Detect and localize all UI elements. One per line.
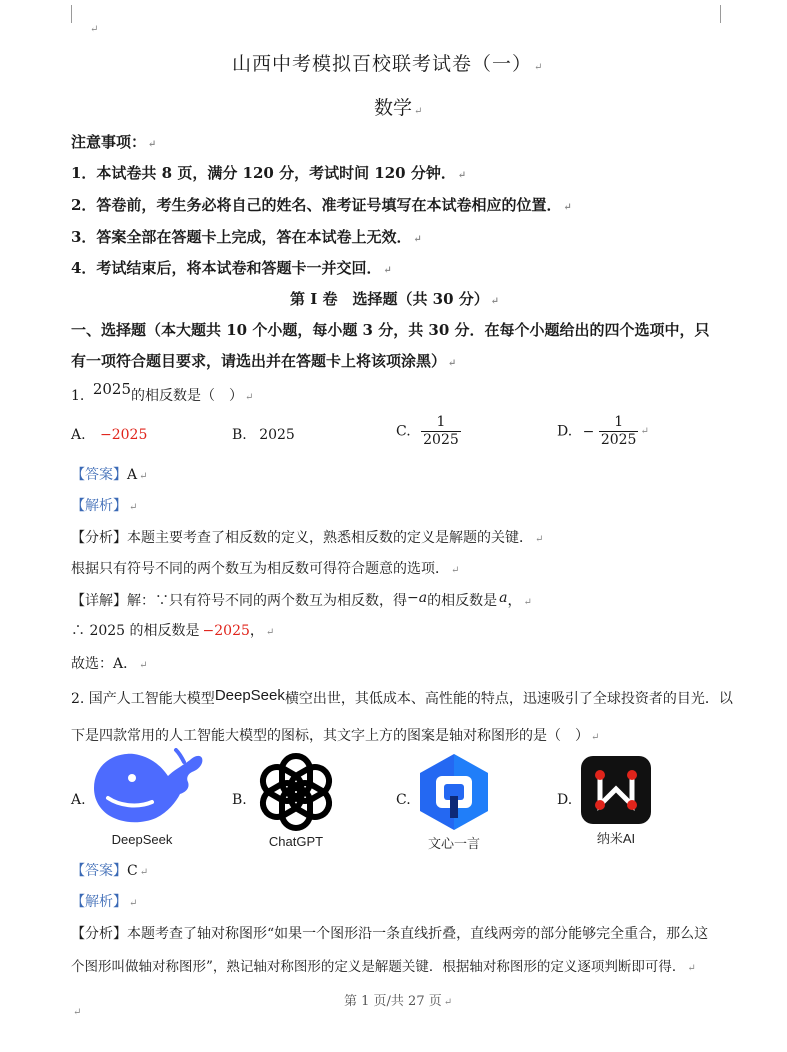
q2-stem-line1: 2. 国产人工智能大模型DeepSeek横空出世，其低成本、高性能的特点，迅速吸引了全球投资者的目光．以 bbox=[71, 687, 733, 707]
q2-fenxi-line2: 个图形叫做轴对称图形”，熟记轴对称图形的定义是解题关键．根据轴对称图形的定义逐项判断即可得． ↵ bbox=[71, 959, 696, 975]
fraction: $\frac{1}{2025}$ bbox=[600, 414, 637, 448]
section-title: 第 Ⅰ 卷 选择题（共 30 分） ↵ bbox=[290, 290, 500, 308]
notice-item: 1．本试卷共 8 页，满分 120 分，考试时间 120 分钟． ↵ bbox=[71, 164, 467, 182]
paragraph-mark: ↵ bbox=[90, 24, 99, 35]
q2-option-c-label: C. bbox=[396, 792, 411, 808]
part1-instructions-line1: 一、选择题（本大题共 10 个小题，每小题 3 分，共 30 分．在每个小题给出的四个选项中，只 bbox=[71, 321, 710, 339]
openai-knot-icon bbox=[254, 750, 338, 834]
q1-analysis-tag: 【解析】 ↵ bbox=[71, 498, 138, 514]
exam-title: 山西中考模拟百校联考试卷（一） ↵ bbox=[232, 53, 544, 75]
q1-option-c: C. $\frac{1}{2025}$ bbox=[396, 414, 459, 448]
q2-analysis-tag: 【解析】 ↵ bbox=[71, 894, 138, 910]
q2-option-b-label: B. bbox=[232, 792, 247, 808]
q1-stem: 1. 2025的相反数是（ ） ↵ bbox=[71, 380, 254, 404]
paragraph-mark: ↵ bbox=[73, 1007, 82, 1018]
wenxin-icon bbox=[416, 752, 492, 832]
q1-option-d: D. − $\frac{1}{2025}$ ↵ bbox=[557, 414, 649, 448]
notice-heading: 注意事项： ↵ bbox=[71, 133, 157, 151]
nami-icon bbox=[580, 755, 652, 825]
page-footer: 第 1 页/共 27 页 ↵ bbox=[344, 994, 453, 1009]
q2-option-d-label: D. bbox=[557, 792, 573, 808]
q2-option-d-caption: 纳米AI bbox=[596, 831, 636, 846]
whale-icon bbox=[90, 748, 206, 826]
q1-option-a: A. −2025 bbox=[71, 427, 148, 443]
crop-mark-right bbox=[720, 5, 721, 23]
crop-mark-left bbox=[71, 5, 72, 23]
q2-option-a-caption: DeepSeek bbox=[111, 832, 173, 847]
notice-item: 2．答卷前，考生务必将自己的姓名、准考证号填写在本试卷相应的位置． ↵ bbox=[71, 196, 572, 214]
q2-option-b-caption: ChatGPT bbox=[268, 834, 324, 849]
q1-xiangjie: 【详解】解：∵只有符号不同的两个数互为相反数，得−a的相反数是 a， ↵ bbox=[71, 590, 532, 609]
notice-item: 3．答案全部在答题卡上完成，答在本试卷上无效． ↵ bbox=[71, 228, 422, 246]
q1-basis: 根据只有符号不同的两个数互为相反数可得符合题意的选项． ↵ bbox=[71, 561, 460, 577]
q1-answer: 【答案】A ↵ bbox=[71, 467, 148, 483]
q2-stem-line2: 下是四款常用的人工智能大模型的图标，其文字上方的图案是轴对称图形的是（ ） ↵ bbox=[71, 728, 600, 744]
q2-fenxi-line1: 【分析】本题考查了轴对称图形“如果一个图形沿一条直线折叠，直线两旁的部分能够完全重合，那么这 bbox=[71, 926, 709, 942]
q1-choose: 故选：A． ↵ bbox=[71, 656, 148, 672]
q2-option-c-caption: 文心一言 bbox=[427, 836, 480, 851]
fraction: $\frac{1}{2025}$ bbox=[423, 414, 459, 448]
subject-title: 数学 ↵ bbox=[374, 97, 423, 119]
q1-option-b: B. 2025 bbox=[232, 427, 295, 443]
notice-item: 4．考试结束后，将本试卷和答题卡一并交回． ↵ bbox=[71, 259, 392, 277]
part1-instructions-line2: 有一项符合题目要求，请选出并在答题卡上将该项涂黑） ↵ bbox=[71, 352, 457, 370]
q1-therefore: ∴ 2025 的相反数是 −2025， ↵ bbox=[71, 623, 275, 639]
q2-answer: 【答案】C ↵ bbox=[71, 863, 149, 879]
q1-fenxi: 【分析】本题主要考查了相反数的定义，熟悉相反数的定义是解题的关键． ↵ bbox=[71, 530, 544, 546]
q2-option-a-label: A. bbox=[71, 792, 86, 808]
